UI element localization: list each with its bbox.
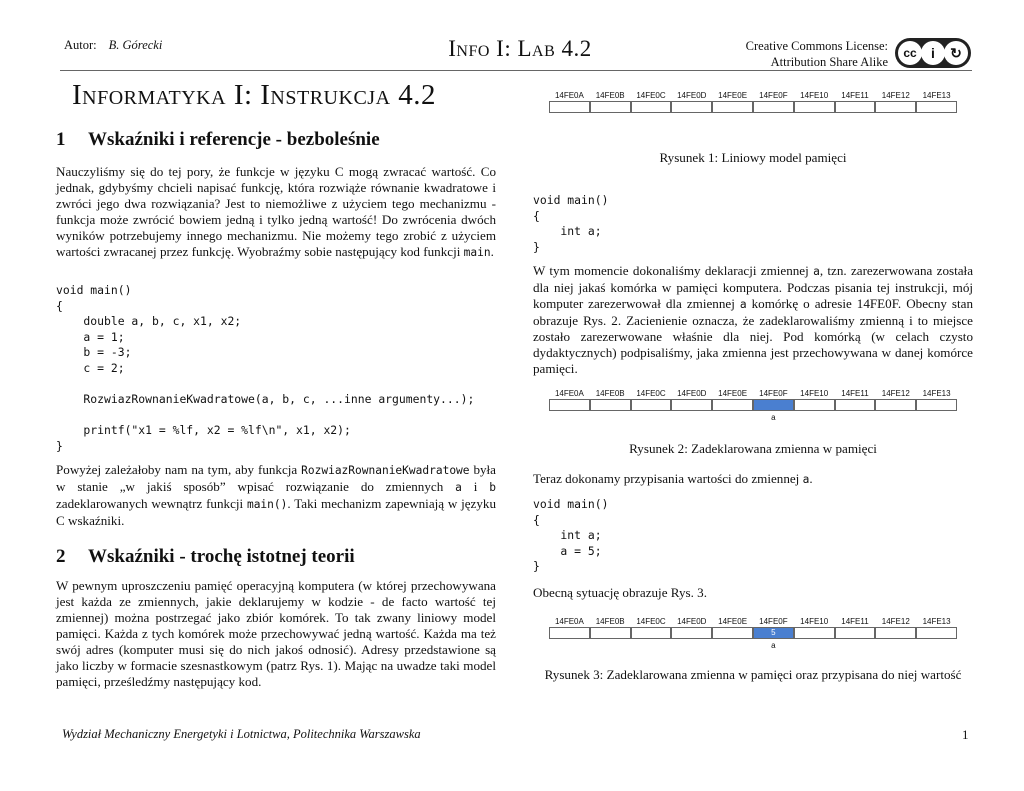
- paragraph-declaration: [533, 263, 973, 377]
- memory-address-label: 14FE0C: [636, 91, 666, 100]
- memory-address-label: 14FE0D: [677, 389, 707, 398]
- memory-cell: [590, 399, 631, 411]
- memory-address-label: 14FE11: [841, 617, 869, 626]
- text: komórkę o adresie 14FE0F. Obecny stan obrazuje Rys. 2. Zacienienie oznacza, że zadeklarowaliśmy zmienną i to miejsce zostało zarezerwowane właśnie dla niej. Pod komórką (w celach czysto dydaktycznych) podpisaliśmy, jaka zmienna jest przechowywana w danej komórce pamięci.: [533, 296, 974, 376]
- memory-address-label: 14FE0E: [718, 617, 748, 626]
- memory-cell: [794, 101, 835, 113]
- inline-code: b: [489, 481, 496, 494]
- memory-address-label: 14FE10: [800, 389, 829, 398]
- inline-code: a: [739, 298, 747, 311]
- text: była w stanie „w jakiś sposób” wpisać rozwiązanie do zmiennych: [56, 462, 496, 494]
- memory-cell: [753, 399, 794, 411]
- memory-address-label: 14FE0B: [595, 91, 625, 100]
- memory-address-label: 14FE0A: [554, 617, 584, 626]
- text: W tym momencie dokonaliśmy deklaracji zmiennej: [533, 263, 814, 278]
- paragraph-memory-model: W pewnym uproszczeniu pamięć operacyjną komputera (w której przechowywana jest każda ze zmiennych, jakie deklarujemy w kodzie - de facto wartość tej zmiennej) można postrzegać jako zbiór komórek. To tak zwany liniowy model pamięci. Każda z tych komórek może przechowywać jedną wartość. Każda ma też swój adres (komputer musi się do nich jakoś odnosić). Adresy przedstawione są jako liczby w formacie szesnastkowym (patrz Rys. 1). Mając na uwadze taki model pamięci, prześledźmy następujący kod.: [56, 578, 496, 689]
- footer-institution: Wydział Mechaniczny Energetyki i Lotnictwa, Politechnika Warszawska: [62, 727, 421, 741]
- memory-address-label: 14FE0C: [636, 389, 666, 398]
- inline-code: a: [802, 473, 810, 486]
- inline-code: main(): [246, 498, 288, 511]
- memory-address-label: 14FE0D: [677, 91, 707, 100]
- text: Nauczyliśmy się do tej pory, że funkcje w języku C mogą zwracać wartość. Co jednak, gdybyśmy chcieli napisać funkcję, która rozwiąże równanie kwadratowe i zwróci jego dwa rozwiązania? Jest to niemożliwe z użyciem tego mechanizmu - funkcja może zwrócić bowiem jedną i tylko jedną wartość! Do zwrócenia dwóch wyników potrzebujemy innego mechanizmu. Nie możemy tego zrobić z użyciem wartości zwracanej przez funkcję. Wyobraźmy sobie następujący kod funkcji: [56, 164, 496, 259]
- memory-cell: [835, 101, 876, 113]
- inline-code: a: [455, 481, 462, 494]
- memory-address-label: 14FE0A: [554, 389, 584, 398]
- memory-cell: [671, 399, 712, 411]
- memory-address-label: 14FE0F: [759, 389, 788, 398]
- memory-cell: [875, 627, 916, 639]
- attribution-icon: i: [921, 41, 945, 65]
- code-block-1: void main() { double a, b, c, x1, x2; a = 1; b = -3; c = 2; RozwiazRownanieKwadratowe(a, b, c, ...inne argumenty...); printf("x1 = %lf, x2 = %lf\n", x1, x2); }: [56, 283, 475, 453]
- memory-address-label: 14FE0A: [554, 91, 584, 100]
- license-line-2: Attribution Share Alike: [770, 55, 888, 69]
- section-number: 2: [56, 546, 66, 567]
- memory-address-label: 14FE12: [881, 389, 910, 398]
- memory-address-label: 14FE0F: [759, 91, 788, 100]
- variable-label: a: [771, 413, 776, 422]
- memory-cell: [875, 101, 916, 113]
- figure-3-caption: Rysunek 3: Zadeklarowana zmienna w pamięci oraz przypisana do niej wartość: [544, 667, 962, 682]
- memory-cell: [916, 399, 957, 411]
- paragraph-assignment: [533, 471, 973, 488]
- memory-cell: [712, 101, 753, 113]
- memory-cell: [712, 399, 753, 411]
- memory-cell: [671, 101, 712, 113]
- cc-license-icon: [895, 38, 971, 68]
- text: , tzn. zarezerwowana została dla niej jakaś komórka w pamięci komputera. Podczas pisania tej instrukcji, mój komputer zarezerwował dla zmiennej: [533, 263, 974, 311]
- memory-address-label: 14FE13: [922, 389, 951, 398]
- text: zadeklarowanych wewnątrz funkcji: [56, 496, 247, 511]
- memory-cell: [835, 627, 876, 639]
- memory-address-label: 14FE11: [841, 389, 869, 398]
- memory-cell: [549, 627, 590, 639]
- paragraph-intro: [56, 164, 496, 261]
- text: .: [809, 471, 813, 486]
- memory-address-label: 14FE11: [841, 91, 869, 100]
- figure-2-caption: Rysunek 2: Zadeklarowana zmienna w pamięci: [629, 441, 877, 456]
- memory-cell: 5: [753, 627, 794, 639]
- paragraph-current-state: Obecną sytuację obrazuje Rys. 3.: [533, 585, 707, 600]
- memory-cell: [631, 101, 672, 113]
- section-1-heading: [56, 129, 380, 151]
- paragraph-pointers-intro: [56, 462, 496, 529]
- memory-cell: [794, 399, 835, 411]
- memory-cell: [712, 627, 753, 639]
- share-alike-icon: ↻: [944, 41, 968, 65]
- figure-1-caption: Rysunek 1: Liniowy model pamięci: [659, 150, 847, 165]
- memory-cell: [631, 399, 672, 411]
- text: i: [461, 479, 490, 494]
- memory-address-label: 14FE13: [922, 91, 951, 100]
- memory-address-label: 14FE10: [800, 91, 829, 100]
- code-block-2: void main() { int a; }: [533, 193, 609, 254]
- text: Powyżej zależałoby nam na tym, aby funkcja: [56, 462, 302, 477]
- section-2-heading: [56, 546, 355, 568]
- cc-icon: cc: [898, 41, 922, 65]
- memory-address-label: 14FE0E: [718, 91, 748, 100]
- memory-address-label: 14FE0B: [595, 617, 625, 626]
- header-title: Info I: Lab 4.2: [448, 36, 592, 61]
- memory-cell: [590, 627, 631, 639]
- memory-address-label: 14FE10: [800, 617, 829, 626]
- memory-address-label: 14FE12: [881, 91, 910, 100]
- memory-cell: [753, 101, 794, 113]
- section-title: Wskaźniki - trochę istotnej teorii: [88, 546, 355, 567]
- license-text: [690, 38, 888, 70]
- memory-address-label: 14FE0E: [718, 389, 748, 398]
- document-title: Informatyka I: Instrukcja 4.2: [72, 79, 437, 111]
- text: .: [490, 244, 494, 259]
- memory-cell: [916, 101, 957, 113]
- text: Teraz dokonamy przypisania wartości do zmiennej: [533, 471, 803, 486]
- author-name: B. Górecki: [108, 38, 163, 52]
- memory-cell: [549, 399, 590, 411]
- page-number: 1: [962, 727, 969, 742]
- memory-cell: [916, 627, 957, 639]
- text: . Taki mechanizm zapewniają w języku C wskaźniki.: [56, 496, 497, 528]
- memory-address-label: 14FE13: [922, 617, 951, 626]
- memory-cell: [875, 399, 916, 411]
- memory-address-label: 14FE0C: [636, 617, 666, 626]
- memory-cell: [794, 627, 835, 639]
- memory-cell: [631, 627, 672, 639]
- memory-cell: [835, 399, 876, 411]
- header-divider: [60, 70, 972, 71]
- header-author: [64, 38, 162, 53]
- memory-address-label: 14FE0B: [595, 389, 625, 398]
- memory-address-label: 14FE12: [881, 617, 910, 626]
- memory-address-label: 14FE0F: [759, 617, 788, 626]
- variable-label: a: [771, 641, 776, 650]
- code-block-3: void main() { int a; a = 5; }: [533, 497, 609, 574]
- inline-code: RozwiazRownanieKwadratowe: [301, 464, 470, 477]
- section-title: Wskaźniki i referencje - bezboleśnie: [88, 129, 380, 150]
- license-line-1: Creative Commons License:: [745, 39, 888, 53]
- memory-address-label: 14FE0D: [677, 617, 707, 626]
- author-label: Autor:: [64, 38, 97, 52]
- inline-code: a: [813, 265, 820, 278]
- inline-code: main: [463, 246, 491, 259]
- memory-cell: [549, 101, 590, 113]
- memory-cell: [671, 627, 712, 639]
- section-number: 1: [56, 129, 66, 150]
- memory-cell: [590, 101, 631, 113]
